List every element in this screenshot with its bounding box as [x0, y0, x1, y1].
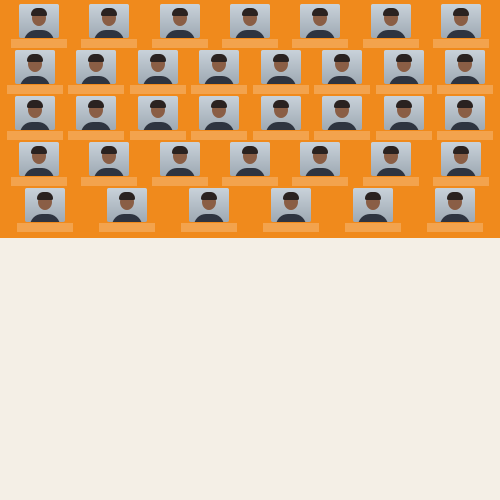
- article-paragraph: [10, 303, 243, 320]
- portrait-tile: [17, 188, 73, 232]
- portrait-photo: [189, 188, 229, 222]
- article-heading: [10, 360, 243, 377]
- portrait-photo: [435, 188, 475, 222]
- portrait-caption: [99, 223, 155, 232]
- article-paragraph: [10, 398, 243, 415]
- portrait-tile: [314, 96, 370, 140]
- portrait-tile: [433, 4, 489, 48]
- portrait-photo: [445, 50, 485, 84]
- portrait-caption: [314, 85, 370, 94]
- portrait-caption: [363, 39, 419, 48]
- portrait-caption: [433, 39, 489, 48]
- portrait-photo: [300, 142, 340, 176]
- portrait-caption: [7, 85, 63, 94]
- article-paragraph: [257, 408, 490, 425]
- portrait-tile: [130, 50, 186, 94]
- portrait-caption: [152, 177, 208, 186]
- portrait-photo: [371, 4, 411, 38]
- portrait-caption: [292, 177, 348, 186]
- portrait-tile: [314, 50, 370, 94]
- portrait-tile: [427, 188, 483, 232]
- portrait-tile: [68, 50, 124, 94]
- portrait-photo: [261, 96, 301, 130]
- portrait-tile: [345, 188, 401, 232]
- portrait-tile: [7, 50, 63, 94]
- portrait-photo: [261, 50, 301, 84]
- portrait-caption: [427, 223, 483, 232]
- portrait-caption: [437, 85, 493, 94]
- portrait-caption: [130, 131, 186, 140]
- portrait-tile: [68, 96, 124, 140]
- article-paragraph: [10, 379, 243, 396]
- article-paragraph: [257, 351, 490, 368]
- article-paragraph: [10, 265, 243, 282]
- article-paragraph: [10, 436, 243, 453]
- portrait-photo: [19, 4, 59, 38]
- portrait-tile: [263, 188, 319, 232]
- portrait-tile: [81, 4, 137, 48]
- portrait-photo: [107, 188, 147, 222]
- article-paragraph: [257, 370, 490, 387]
- article-paragraph: [257, 313, 490, 330]
- article-paragraph: [10, 474, 243, 491]
- portrait-photo: [15, 50, 55, 84]
- portrait-photo: [353, 188, 393, 222]
- portrait-photo: [76, 96, 116, 130]
- portrait-row: [4, 142, 496, 186]
- portrait-caption: [17, 223, 73, 232]
- portrait-photo: [89, 4, 129, 38]
- portrait-photo: [199, 96, 239, 130]
- portrait-row: [4, 96, 496, 140]
- portrait-caption: [263, 223, 319, 232]
- portrait-tile: [191, 96, 247, 140]
- portrait-caption: [376, 131, 432, 140]
- portrait-caption: [68, 85, 124, 94]
- portrait-tile: [11, 4, 67, 48]
- portrait-photo: [160, 142, 200, 176]
- article-paragraph: [10, 417, 243, 434]
- portrait-caption: [433, 177, 489, 186]
- article-paragraph: [10, 455, 243, 472]
- portrait-tile: [433, 142, 489, 186]
- portrait-tile: [376, 50, 432, 94]
- portrait-tile: [376, 96, 432, 140]
- portrait-tile: [292, 142, 348, 186]
- article-paragraph: [257, 332, 490, 349]
- portrait-caption: [363, 177, 419, 186]
- article-paragraph: [257, 275, 490, 292]
- portrait-photo: [76, 50, 116, 84]
- portrait-photo: [199, 50, 239, 84]
- article-paragraph: [257, 427, 490, 444]
- portrait-tile: [363, 142, 419, 186]
- portrait-photo: [322, 50, 362, 84]
- portrait-caption: [11, 177, 67, 186]
- portrait-photo: [25, 188, 65, 222]
- portrait-caption: [292, 39, 348, 48]
- article-heading: [10, 246, 243, 263]
- portrait-caption: [376, 85, 432, 94]
- portrait-photo: [271, 188, 311, 222]
- portrait-photo: [15, 96, 55, 130]
- portrait-caption: [222, 39, 278, 48]
- officer-photo-banner: [0, 0, 500, 238]
- portrait-caption: [253, 85, 309, 94]
- portrait-tile: [181, 188, 237, 232]
- portrait-caption: [222, 177, 278, 186]
- article-paragraph: [257, 256, 490, 273]
- portrait-photo: [441, 4, 481, 38]
- portrait-photo: [384, 50, 424, 84]
- portrait-photo: [138, 96, 178, 130]
- portrait-caption: [130, 85, 186, 94]
- portrait-tile: [130, 96, 186, 140]
- portrait-row: [4, 4, 496, 48]
- portrait-caption: [81, 177, 137, 186]
- portrait-tile: [363, 4, 419, 48]
- portrait-tile: [7, 96, 63, 140]
- portrait-photo: [300, 4, 340, 38]
- portrait-caption: [181, 223, 237, 232]
- portrait-tile: [152, 4, 208, 48]
- article-paragraph: [257, 465, 490, 482]
- portrait-photo: [19, 142, 59, 176]
- portrait-tile: [437, 96, 493, 140]
- portrait-caption: [11, 39, 67, 48]
- portrait-caption: [191, 85, 247, 94]
- portrait-tile: [253, 96, 309, 140]
- portrait-photo: [230, 142, 270, 176]
- article-paragraph: [10, 341, 243, 358]
- portrait-photo: [445, 96, 485, 130]
- portrait-photo: [384, 96, 424, 130]
- portrait-tile: [152, 142, 208, 186]
- portrait-caption: [191, 131, 247, 140]
- portrait-photo: [441, 142, 481, 176]
- portrait-photo: [89, 142, 129, 176]
- article-text: [0, 244, 500, 500]
- portrait-caption: [152, 39, 208, 48]
- portrait-row: [4, 188, 496, 232]
- portrait-tile: [292, 4, 348, 48]
- portrait-caption: [81, 39, 137, 48]
- portrait-tile: [222, 142, 278, 186]
- article-paragraph: [10, 284, 243, 301]
- article-paragraph: [257, 389, 490, 406]
- portrait-tile: [11, 142, 67, 186]
- portrait-photo: [371, 142, 411, 176]
- portrait-caption: [314, 131, 370, 140]
- article-paragraph: [257, 294, 490, 311]
- portrait-caption: [7, 131, 63, 140]
- portrait-caption: [253, 131, 309, 140]
- portrait-caption: [345, 223, 401, 232]
- article-paragraph: [257, 446, 490, 463]
- portrait-caption: [437, 131, 493, 140]
- portrait-caption: [68, 131, 124, 140]
- portrait-tile: [99, 188, 155, 232]
- portrait-photo: [322, 96, 362, 130]
- portrait-photo: [160, 4, 200, 38]
- article-paragraph: [10, 322, 243, 339]
- portrait-photo: [230, 4, 270, 38]
- portrait-tile: [191, 50, 247, 94]
- portrait-tile: [253, 50, 309, 94]
- portrait-row: [4, 50, 496, 94]
- portrait-tile: [81, 142, 137, 186]
- portrait-tile: [437, 50, 493, 94]
- portrait-photo: [138, 50, 178, 84]
- portrait-tile: [222, 4, 278, 48]
